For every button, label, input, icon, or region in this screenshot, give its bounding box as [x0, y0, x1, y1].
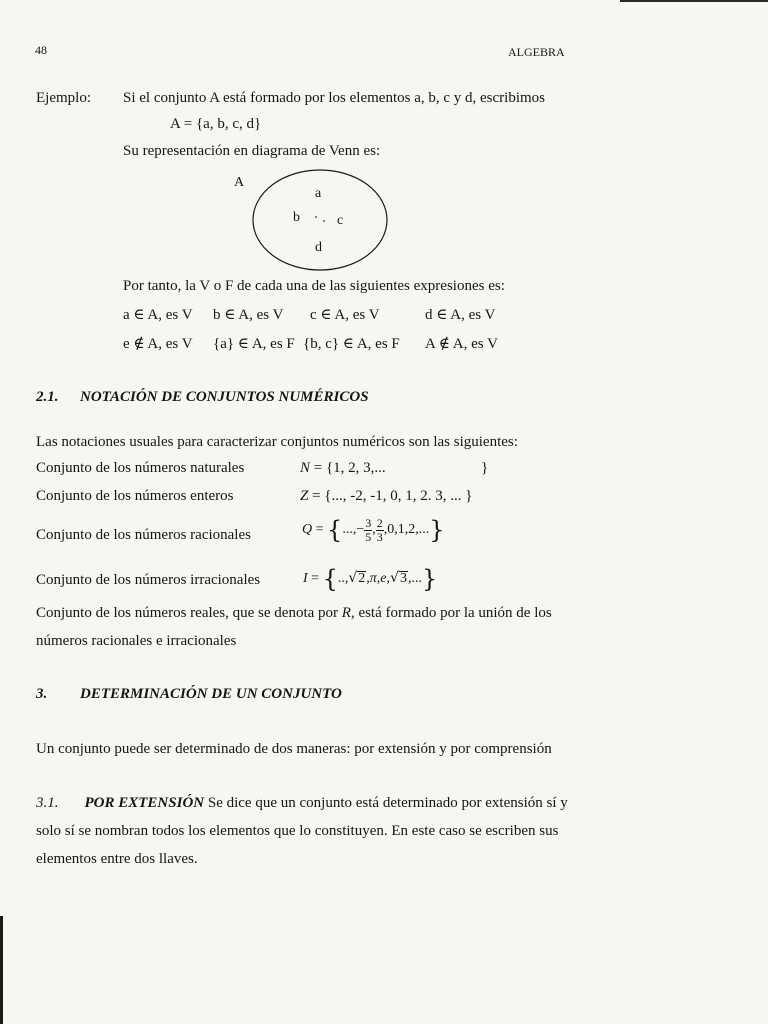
example-line1: Si el conjunto A está formado por los elementos a, b, c y d, escribimos: [123, 90, 546, 106]
venn-element-d: d: [315, 240, 322, 255]
fraction-2-denominator: 3: [376, 529, 383, 544]
rational-fraction-2: [376, 517, 384, 544]
natural-close-brace: }: [481, 460, 489, 476]
rational-lead: ...,−: [342, 522, 365, 538]
venn-dot-1: [315, 216, 317, 218]
reals-line1-post: , está formado por la unión de los: [350, 605, 552, 621]
irrational-close-brace: }: [421, 565, 438, 593]
section-2-1-number: 2.1.: [36, 389, 59, 405]
vf-row1-item4: d ∈ A, es V: [425, 307, 496, 323]
vf-intro: Por tanto, la V o F de cada una de las siguientes expresiones es:: [123, 278, 505, 294]
integer-notation: [300, 488, 472, 505]
natural-elements: = {1, 2, 3,...: [310, 460, 386, 476]
reals-line2: números racionales e irracionales: [36, 633, 237, 649]
section-2-1-intro: Las notaciones usuales para caracterizar conjuntos numéricos son las siguientes:: [36, 434, 518, 450]
rational-tail: ,0,1,2,...: [383, 522, 430, 538]
page-number: 48: [35, 43, 47, 57]
vf-row2-item1: e ∉ A, es V: [123, 336, 193, 352]
venn-intro: Su representación en diagrama de Venn es:: [123, 143, 381, 159]
rational-open-brace: {: [327, 516, 343, 544]
vf-row2-item4: A ∉ A, es V: [425, 336, 498, 352]
section-3-1-number: 3.1.: [36, 795, 59, 811]
sqrt-symbol-2: √: [390, 570, 399, 587]
irrational-notation: [303, 565, 437, 593]
fraction-1-denominator: 5: [365, 529, 372, 544]
natural-symbol: N: [300, 460, 311, 476]
integer-symbol: Z: [300, 488, 309, 504]
irrational-middle: ,π,e,: [366, 571, 391, 587]
vf-row1-item3: c ∈ A, es V: [310, 307, 380, 323]
rational-close-brace: }: [429, 516, 445, 544]
section-3-number: 3.: [36, 686, 48, 702]
venn-diagram: [0, 0, 768, 300]
rational-symbol: Q: [302, 522, 313, 538]
reals-line1: [36, 605, 552, 622]
vf-row2-item3: {b, c} ∈ A, es F: [303, 336, 400, 352]
venn-set-label: A: [234, 175, 245, 190]
fraction-2-numerator: 2: [376, 515, 383, 530]
venn-element-b: b: [293, 210, 300, 225]
venn-element-c: c: [337, 213, 344, 228]
section-3-1-line2: solo sí se nombran todos los elementos que lo constituyen. En este caso se escriben sus: [36, 823, 559, 839]
section-3-1-line1-text: Se dice que un conjunto está determinado por extensión sí y: [204, 795, 568, 811]
vf-row2-item2: {a} ∈ A, es F: [213, 336, 295, 352]
irrational-open-brace: {: [322, 565, 338, 593]
vf-row1-item1: a ∈ A, es V: [123, 307, 193, 323]
integer-elements: = {..., -2, -1, 0, 1, 2. 3, ... }: [308, 488, 473, 504]
rational-equals: =: [312, 522, 324, 538]
integer-label: Conjunto de los números enteros: [36, 488, 234, 504]
section-3-title: DETERMINACIÓN DE UN CONJUNTO: [80, 686, 342, 702]
reals-symbol: R: [341, 605, 351, 621]
running-title: ALGEBRA: [508, 45, 565, 59]
natural-notation: [300, 460, 386, 477]
section-3-1-line3: elementos entre dos llaves.: [36, 851, 198, 867]
scan-artifact-left: [0, 916, 3, 1024]
section-3-1-title: POR EXTENSIÓN: [84, 795, 205, 811]
sqrt-radicand-1: 2: [358, 571, 366, 587]
set-definition: A = {a, b, c, d}: [170, 116, 262, 132]
reals-line1-pre: Conjunto de los números reales, que se denota por: [36, 605, 342, 621]
rational-separator: ,: [372, 522, 376, 538]
sqrt-radicand-2: 3: [399, 571, 407, 587]
irrational-symbol: I: [303, 571, 308, 587]
natural-label: Conjunto de los números naturales: [36, 460, 245, 476]
irrational-lead: ..,: [337, 571, 349, 587]
irrational-label: Conjunto de los números irracionales: [36, 572, 261, 588]
venn-dot-2: [323, 220, 325, 222]
section-3-1-line1: [36, 795, 568, 812]
irrational-tail: ,...: [407, 571, 422, 587]
irrational-equals: =: [307, 571, 320, 587]
section-2-1-title: NOTACIÓN DE CONJUNTOS NUMÉRICOS: [80, 389, 369, 405]
example-label: Ejemplo:: [36, 90, 91, 106]
vf-row1-item2: b ∈ A, es V: [213, 307, 284, 323]
section-3-text: Un conjunto puede ser determinado de dos maneras: por extensión y por comprensión: [36, 741, 552, 757]
rational-label: Conjunto de los números racionales: [36, 527, 251, 543]
rational-notation: [302, 516, 445, 544]
fraction-1-numerator: 3: [365, 515, 372, 530]
sqrt-symbol-1: √: [348, 570, 358, 587]
venn-element-a: a: [315, 186, 322, 201]
